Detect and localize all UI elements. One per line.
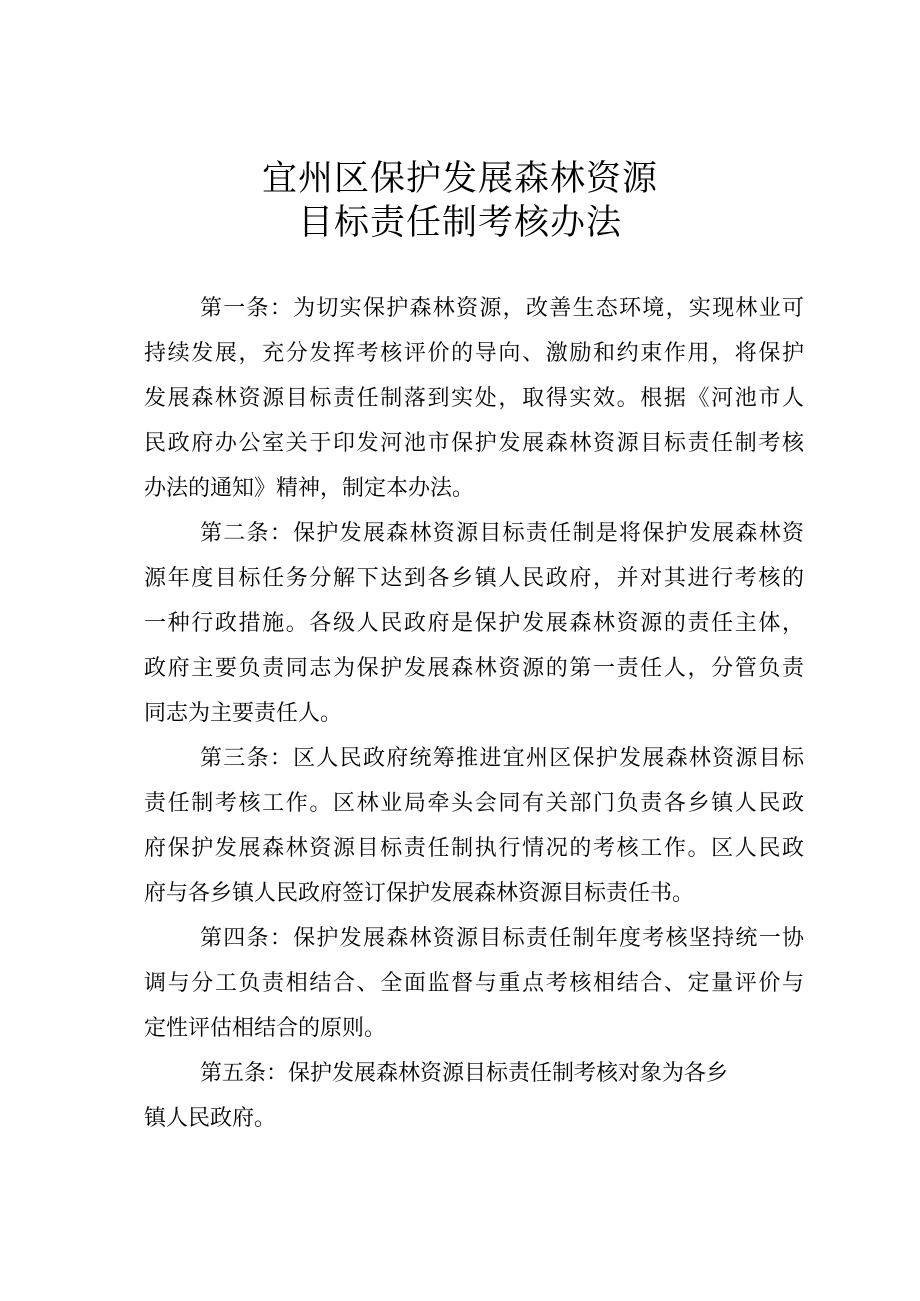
article-1-line-2: 持续发展，充分发挥考核评价的导向、激励和约束作用，将保护 — [144, 341, 804, 366]
document-title-line-1: 宜州区保护发展森林资源 — [261, 159, 658, 199]
article-5-line-1: 第五条：保护发展森林资源目标责任制考核对象为各乡 — [200, 1061, 729, 1086]
article-1-line-1: 第一条：为切实保护森林资源，改善生态环境，实现林业可 — [200, 296, 804, 321]
article-2-line-5: 同志为主要责任人。 — [144, 701, 343, 726]
article-3-line-4: 府与各乡镇人民政府签订保护发展森林资源目标责任书。 — [144, 881, 695, 906]
article-2-line-2: 源年度目标任务分解下达到各乡镇人民政府，并对其进行考核的 — [144, 566, 804, 591]
article-2-line-4: 政府主要负责同志为保护发展森林资源的第一责任人，分管负责 — [144, 656, 804, 681]
article-3-line-1: 第三条：区人民政府统筹推进宜州区保护发展森林资源目标 — [200, 746, 804, 771]
article-4-line-1: 第四条：保护发展森林资源目标责任制年度考核坚持统一协 — [200, 926, 804, 951]
article-3-line-2: 责任制考核工作。区林业局牵头会同有关部门负责各乡镇人民政 — [144, 791, 804, 816]
article-1-line-5: 办法的通知》精神，制定本办法。 — [144, 476, 475, 501]
article-2-line-3: 一种行政措施。各级人民政府是保护发展森林资源的责任主体， — [144, 611, 804, 636]
document-title-line-2: 目标责任制考核办法 — [297, 203, 622, 243]
article-4-line-2: 调与分工负责相结合、全面监督与重点考核相结合、定量评价与 — [144, 971, 804, 996]
article-1-line-3: 发展森林资源目标责任制落到实处，取得实效。根据《河池市人 — [144, 386, 804, 411]
article-3-line-3: 府保护发展森林资源目标责任制执行情况的考核工作。区人民政 — [144, 836, 804, 861]
article-1-line-4: 民政府办公室关于印发河池市保护发展森林资源目标责任制考核 — [144, 431, 804, 456]
article-2-line-1: 第二条：保护发展森林资源目标责任制是将保护发展森林资 — [200, 521, 804, 546]
article-4-line-3: 定性评估相结合的原则。 — [144, 1016, 387, 1041]
article-5-line-2: 镇人民政府。 — [144, 1106, 277, 1131]
